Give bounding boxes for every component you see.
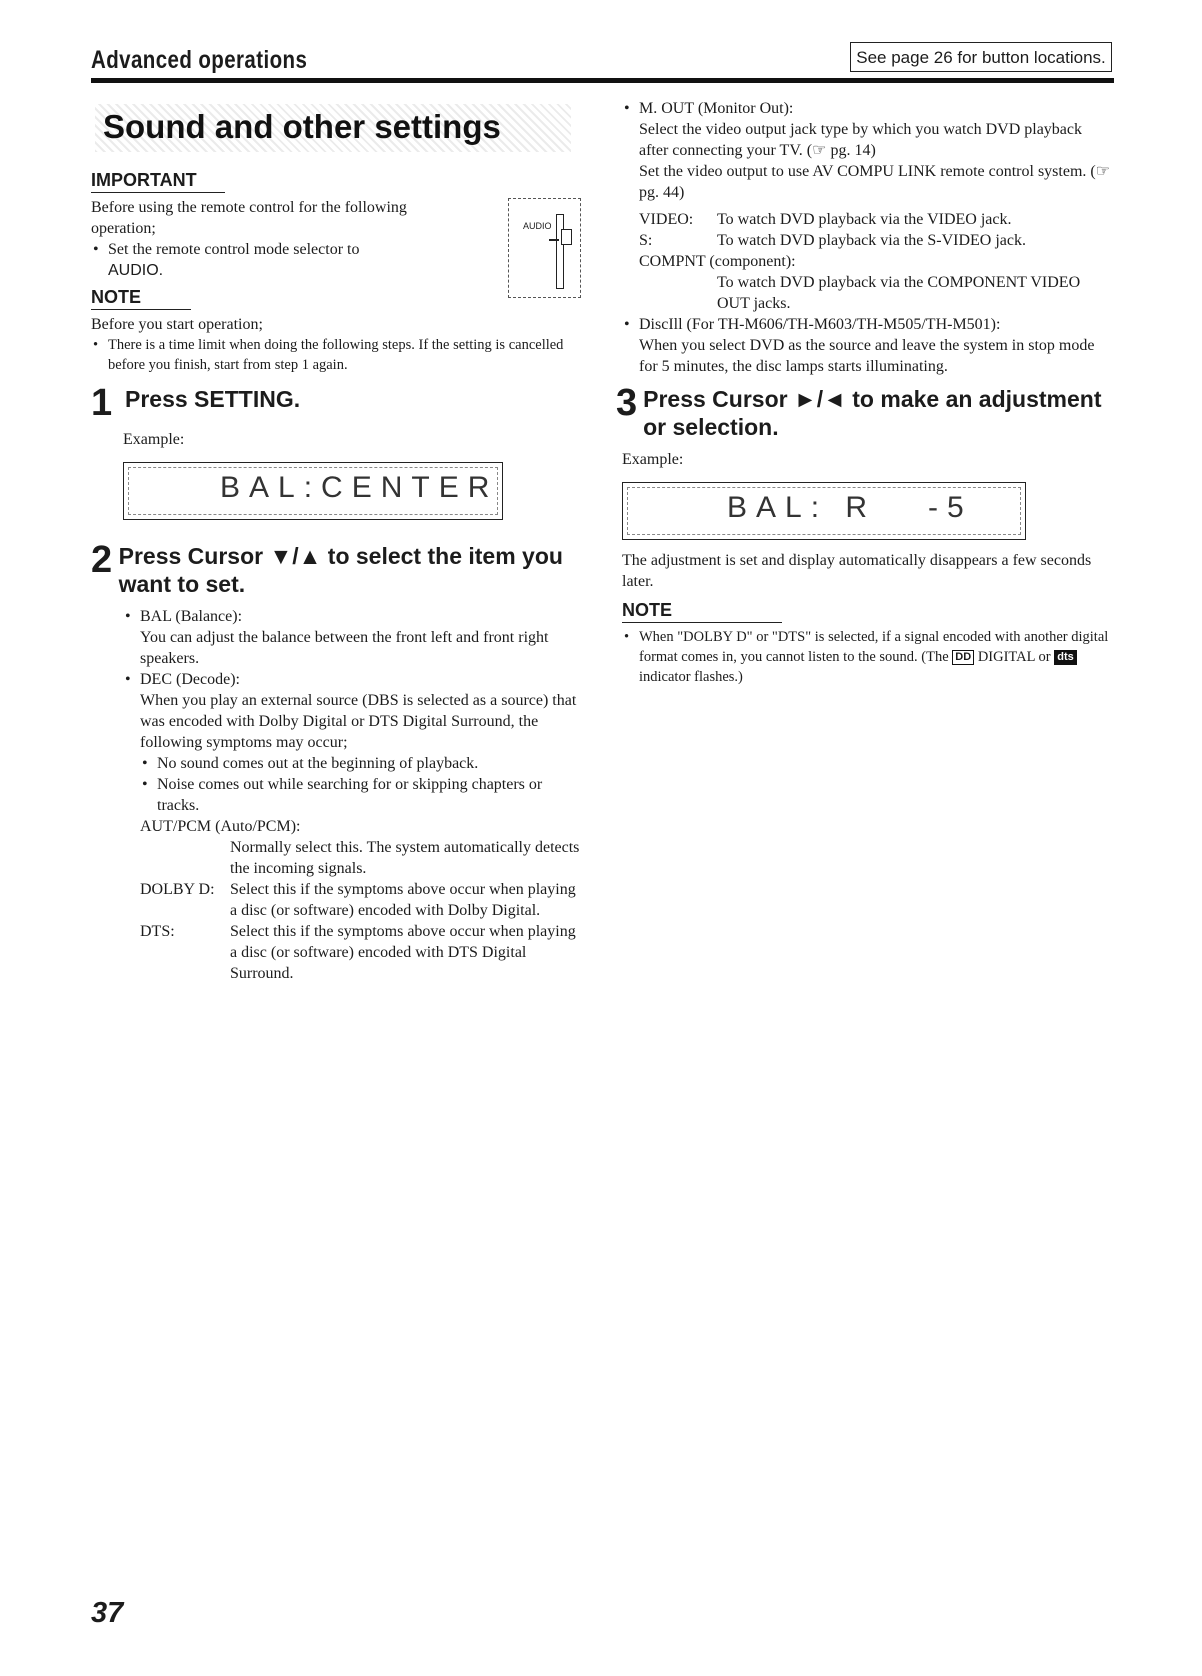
- step-2-instruction: Press Cursor ▼/▲ to select the item you want to set.: [118, 543, 563, 597]
- discill-title: • DiscIll (For TH-M606/TH-M603/TH-M505/TH-M501):: [622, 314, 1114, 335]
- dec-description: When you play an external source (DBS is selected as a source) that was encoded with Dolby Digital or DTS Digital Surround, the following symptoms may occur;: [140, 692, 577, 751]
- selector-label: AUDIO: [523, 221, 552, 231]
- symptom-1: • No sound comes out at the beginning of playback.: [140, 753, 581, 774]
- dolby-digital-logo: DD: [952, 650, 974, 665]
- selector-knob: [561, 229, 572, 245]
- display-panel-right: [622, 482, 1026, 540]
- note-block: [91, 287, 581, 375]
- step-3-result: The adjustment is set and display automatically disappears a few seconds later.: [622, 552, 1092, 590]
- compnt-description: To watch DVD playback via the COMPONENT VIDEO OUT jacks.: [717, 274, 1081, 312]
- compnt-term: COMPNT (component):: [639, 253, 796, 270]
- important-label: IMPORTANT: [91, 170, 225, 193]
- step-3-instruction: Press Cursor ►/◄ to make an adjustment or selection.: [643, 386, 1102, 440]
- mode-selector-diagram: [508, 198, 581, 298]
- remote-mode: AUDIO.: [108, 262, 164, 279]
- note-2-text-1: When "DOLBY D" or "DTS" is selected, if a signal encoded with another digital format comes in, you cannot listen to the sound. (The: [639, 629, 1109, 665]
- selector-track: [556, 214, 564, 289]
- autopcm-description: Normally select this. The system automatically detects the incoming signals.: [230, 839, 580, 877]
- display-panel-center: [123, 462, 503, 520]
- video-term: VIDEO:: [639, 211, 694, 228]
- step-3: [616, 382, 1114, 441]
- title-banner: [91, 96, 581, 158]
- dolby-row: [123, 879, 581, 921]
- discill-description: When you select DVD as the source and leave the system in stop mode for 5 minutes, the disc lamps starts illuminating.: [639, 337, 1095, 375]
- dolby-description: Select this if the symptoms above occur when playing a disc (or software) encoded with Dolby Digital.: [230, 881, 576, 919]
- dts-logo: dts: [1054, 650, 1077, 665]
- step-2: [91, 539, 581, 598]
- video-description: To watch DVD playback via the VIDEO jack.: [717, 211, 1012, 228]
- note-bullet: • There is a time limit when doing the following steps. If the setting is cancelled before you finish, start from step 1 again.: [91, 335, 581, 375]
- note-2-label: NOTE: [622, 600, 782, 623]
- autopcm-term: AUT/PCM (Auto/PCM):: [140, 818, 301, 835]
- right-column: [616, 98, 1114, 687]
- left-column: [91, 96, 581, 984]
- dts-row: [123, 921, 581, 984]
- dts-description: Select this if the symptoms above occur when playing a disc (or software) encoded with DTS Digital Surround.: [230, 923, 576, 982]
- mout-section: [622, 98, 1114, 377]
- display-text-right: BAL: R -5: [727, 491, 973, 524]
- step-1-number: 1: [91, 382, 113, 424]
- step-1-instruction: Press SETTING.: [125, 386, 301, 412]
- note-2-bullet: [622, 627, 1114, 687]
- mout-description-2: Set the video output to use AV COMPU LINK remote control system. (☞ pg. 44): [639, 163, 1111, 201]
- mout-title: • M. OUT (Monitor Out):: [622, 98, 1114, 119]
- note-2-text-2: DIGITAL or: [977, 649, 1051, 665]
- display-text-center: BAL:CENTER: [220, 471, 499, 504]
- header-rule: [91, 78, 1114, 83]
- important-bullet: • Set the remote control mode selector to: [91, 239, 581, 260]
- mout-description-1: Select the video output jack type by which you watch DVD playback after connecting your TV. (☞ pg. 14): [639, 121, 1082, 159]
- step-3-number: 3: [616, 382, 638, 424]
- s-term: S:: [639, 232, 653, 249]
- step-1-example-label: Example:: [123, 431, 185, 448]
- button-location-reference: See page 26 for button locations.: [850, 42, 1112, 72]
- step-2-details: [91, 606, 581, 984]
- symptom-2: • Noise comes out while searching for or skipping chapters or tracks.: [140, 774, 581, 816]
- note-2-block: [622, 600, 1114, 687]
- page-number: 37: [91, 1597, 124, 1629]
- note-intro: Before you start operation;: [91, 316, 263, 333]
- bal-title: • BAL (Balance):: [123, 606, 581, 627]
- dolby-term: DOLBY D:: [140, 881, 215, 898]
- bal-description: You can adjust the balance between the front left and front right speakers.: [140, 629, 549, 667]
- dts-term: DTS:: [140, 923, 175, 940]
- important-block: [91, 170, 581, 281]
- dec-title: • DEC (Decode):: [123, 669, 581, 690]
- step-1: [91, 382, 581, 424]
- section-header: Advanced operations: [91, 46, 308, 74]
- s-description: To watch DVD playback via the S-VIDEO jack.: [717, 232, 1027, 249]
- note-label: NOTE: [91, 287, 191, 310]
- note-2-text-3: indicator flashes.): [639, 669, 743, 685]
- important-intro: Before using the remote control for the following operation;: [91, 199, 407, 237]
- step-3-example-label: Example:: [622, 451, 684, 468]
- page-title: Sound and other settings: [103, 108, 501, 145]
- step-2-number: 2: [91, 539, 113, 581]
- s-row: [622, 230, 1114, 251]
- video-row: [622, 209, 1114, 230]
